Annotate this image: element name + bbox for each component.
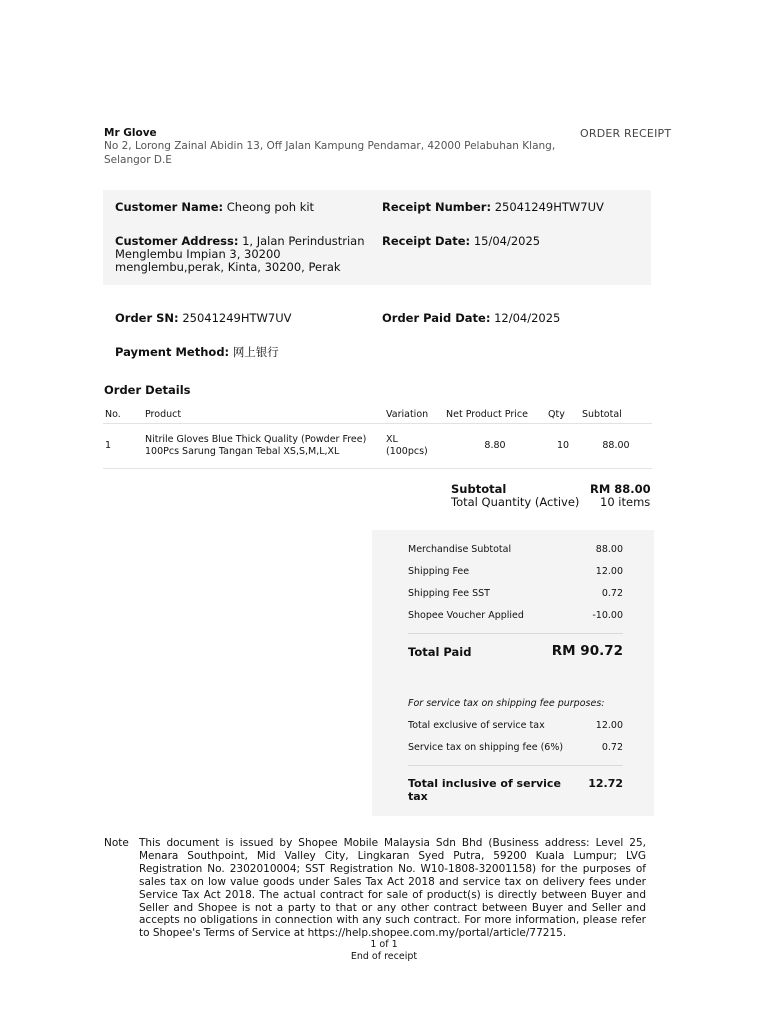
receipt-date-field — [382, 235, 642, 248]
cell-variation: XL (100pcs) — [384, 424, 444, 469]
customer-name-label: Customer Name: — [115, 200, 224, 214]
receipt-number-field — [382, 201, 642, 214]
line-label: Shipping Fee — [408, 566, 470, 577]
seller-address: No 2, Lorong Zainal Abidin 13, Off Jalan Kampung Pendamar, 42000 Pelabuhan Klang, Selangor D.E — [104, 140, 556, 166]
payment-breakdown-box — [372, 530, 654, 816]
cell-qty: 10 — [546, 424, 580, 469]
customer-name-value: Cheong poh kit — [226, 200, 315, 214]
line-value: 0.72 — [601, 588, 623, 599]
total-paid-label: Total Paid — [408, 645, 472, 659]
line-value: 88.00 — [595, 544, 623, 555]
table-row — [103, 424, 652, 469]
seller-name: Mr Glove — [104, 127, 157, 139]
subtotal-value: RM 88.00 — [590, 482, 651, 496]
col-header-qty: Qty — [546, 405, 580, 424]
total-exclusive-row — [408, 720, 623, 731]
line-value: 12.00 — [595, 720, 623, 731]
order-paid-date-label: Order Paid Date: — [382, 311, 491, 325]
shipping-fee-row — [408, 566, 623, 577]
tax-note: For service tax on shipping fee purposes: — [408, 698, 605, 709]
customer-address-value: 1, Jalan Perindustrian Menglembu Impian 3, 30200 menglembu,perak, Kinta, 30200, Perak — [115, 234, 365, 274]
order-details-title: Order Details — [104, 383, 191, 397]
line-label: Shopee Voucher Applied — [408, 610, 524, 621]
divider — [408, 765, 623, 766]
cell-product: Nitrile Gloves Blue Thick Quality (Powder Free) 100Pcs Sarung Tangan Tebal XS,S,M,L,XL — [143, 424, 384, 469]
col-header-price: Net Product Price — [444, 405, 546, 424]
table-header-row — [103, 405, 652, 424]
receipt-date-label: Receipt Date: — [382, 234, 471, 248]
receipt-date-value: 15/04/2025 — [473, 234, 541, 248]
cell-price: 8.80 — [444, 424, 546, 469]
order-sn-value: 25041249HTW7UV — [182, 311, 292, 325]
order-sn-label: Order SN: — [115, 311, 179, 325]
order-sn-field — [115, 312, 375, 325]
col-header-no: No. — [103, 405, 143, 424]
order-paid-date-field — [382, 312, 642, 325]
total-inclusive-value: 12.72 — [588, 777, 623, 790]
cell-no: 1 — [103, 424, 143, 469]
total-quantity-value: 10 items — [600, 495, 651, 509]
order-items-table — [103, 405, 652, 469]
document-title: ORDER RECEIPT — [580, 127, 672, 140]
service-tax-row — [408, 742, 623, 753]
divider — [408, 633, 623, 634]
receipt-number-value: 25041249HTW7UV — [494, 200, 604, 214]
total-inclusive-label: Total inclusive of service tax — [408, 777, 561, 803]
cell-subtotal: 88.00 — [580, 424, 652, 469]
customer-name-field — [115, 201, 375, 214]
line-label: Merchandise Subtotal — [408, 544, 512, 555]
note-label: Note — [104, 837, 129, 849]
customer-address-field — [115, 235, 373, 274]
note-text: This document is issued by Shopee Mobile Malaysia Sdn Bhd (Business address: Level 25, Menara Southpoint, Mid Valley City, Lingkaran Syed Putra, 59200 Kuala Lumpur; LVG Registration No. 2302010004; SST Registration No. W10-1808-32001158) for the purposes of sales tax on low value goods under Sales Tax Act 2018 and service tax on delivery fees under Service Tax Act 2018. The actual contract for sale of product(s) is directly between Buyer and Seller and Shopee is not a party to that or any other contract between Buyer and Seller and accepts no obligations in connection with any such contract. For more information, please refer to Shopee's Terms of Service at https://help.shopee.com.my/portal/article/77215. — [139, 837, 646, 940]
col-header-product: Product — [143, 405, 384, 424]
payment-method-field — [115, 346, 515, 359]
col-header-variation: Variation — [384, 405, 444, 424]
line-value: 12.00 — [595, 566, 623, 577]
subtotal-label: Subtotal — [451, 482, 507, 496]
order-paid-date-value: 12/04/2025 — [494, 311, 561, 325]
payment-method-value: 网上银行 — [232, 345, 279, 359]
line-value: 0.72 — [601, 742, 623, 753]
line-label: Service tax on shipping fee (6%) — [408, 742, 564, 753]
voucher-row — [408, 610, 623, 621]
merchandise-subtotal-row — [408, 544, 623, 555]
line-value: -10.00 — [592, 610, 623, 621]
customer-address-label: Customer Address: — [115, 234, 239, 248]
line-label: Shipping Fee SST — [408, 588, 490, 599]
payment-method-label: Payment Method: — [115, 345, 230, 359]
total-paid-value: RM 90.72 — [551, 643, 623, 659]
col-header-subtotal: Subtotal — [580, 405, 652, 424]
line-label: Total exclusive of service tax — [408, 720, 545, 731]
shipping-fee-sst-row — [408, 588, 623, 599]
receipt-number-label: Receipt Number: — [382, 200, 492, 214]
end-of-receipt: End of receipt — [350, 951, 418, 962]
total-quantity-label: Total Quantity (Active) — [451, 495, 580, 509]
page-number: 1 of 1 — [370, 939, 398, 950]
